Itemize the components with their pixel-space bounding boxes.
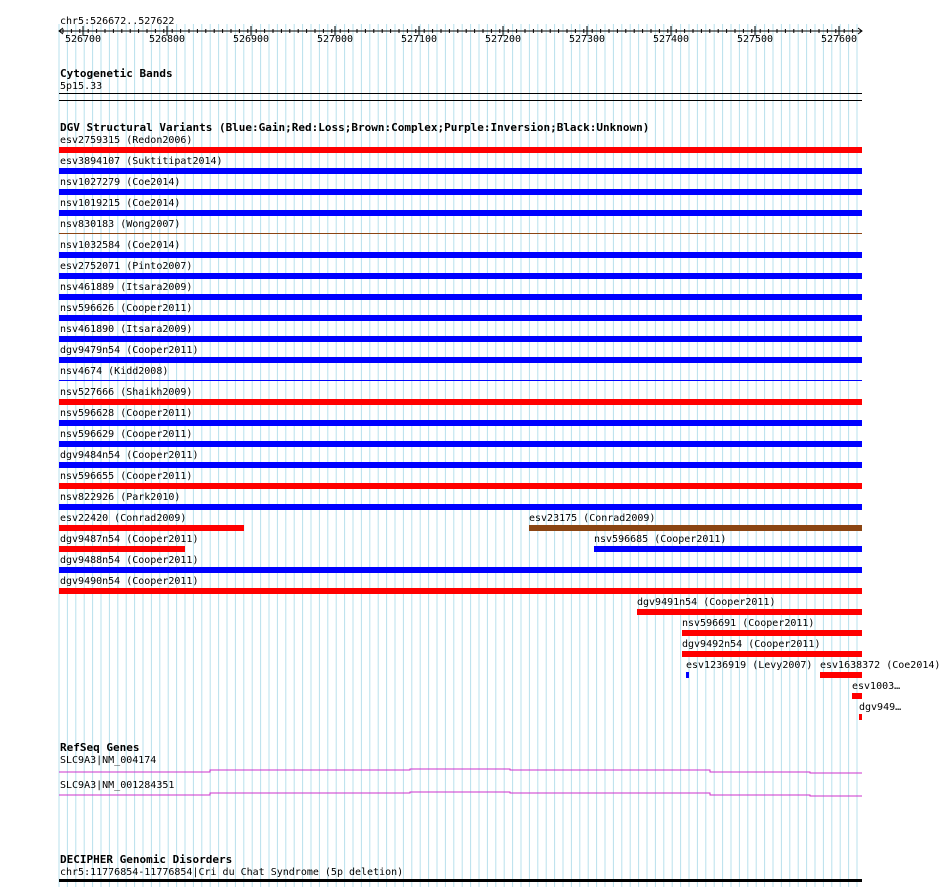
dgv-variant-bar-gain[interactable] xyxy=(59,441,862,447)
dgv-variant-bar-gain[interactable] xyxy=(59,567,862,573)
dgv-variant-bar-loss[interactable] xyxy=(859,714,862,720)
dgv-variant-label[interactable]: nsv4674 (Kidd2008) xyxy=(60,366,169,377)
dgv-variant-bar-gain[interactable] xyxy=(59,252,862,258)
cytoband-band-bottom xyxy=(59,100,862,101)
dgv-variant-label[interactable]: esv23175 (Conrad2009) xyxy=(529,513,656,524)
dgv-variant-bar-loss[interactable] xyxy=(682,651,862,657)
dgv-variant-label[interactable]: nsv1027279 (Coe2014) xyxy=(60,177,181,188)
dgv-variant-bar-gain[interactable] xyxy=(59,168,862,174)
dgv-variant-label[interactable]: nsv596629 (Cooper2011) xyxy=(60,429,193,440)
dgv-variant-bar-loss[interactable] xyxy=(820,672,862,678)
dgv-variant-label[interactable]: nsv527666 (Shaikh2009) xyxy=(60,387,193,398)
refseq-transcript-label: SLC9A3|NM_001284351 xyxy=(60,780,175,791)
ruler-tick-label: 527600 xyxy=(820,34,858,45)
dgv-variant-label[interactable]: nsv1019215 (Coe2014) xyxy=(60,198,181,209)
dgv-variant-bar-gain[interactable] xyxy=(59,210,862,216)
dgv-variant-label[interactable]: esv3894107 (Suktitipat2014) xyxy=(60,156,223,167)
dgv-variant-label[interactable]: nsv830183 (Wong2007) xyxy=(60,219,181,230)
cytoband-track-title[interactable]: Cytogenetic Bands xyxy=(60,67,173,80)
dgv-variant-label[interactable]: dgv9479n54 (Cooper2011) xyxy=(60,345,199,356)
dgv-variant-bar-loss[interactable] xyxy=(59,483,862,489)
dgv-variant-bar-loss[interactable] xyxy=(59,525,244,531)
dgv-variant-bar-gain[interactable] xyxy=(59,420,862,426)
dgv-variant-label[interactable]: nsv596626 (Cooper2011) xyxy=(60,303,193,314)
dgv-variant-bar-gain[interactable] xyxy=(59,315,862,321)
dgv-variant-label[interactable]: nsv596685 (Cooper2011) xyxy=(594,534,727,545)
cytoband-label: 5p15.33 xyxy=(60,81,103,92)
dgv-variant-label[interactable]: dgv949… xyxy=(859,702,902,713)
dgv-variant-label[interactable]: dgv9491n54 (Cooper2011) xyxy=(637,597,776,608)
dgv-variant-label[interactable]: dgv9490n54 (Cooper2011) xyxy=(60,576,199,587)
refseq-transcript-1[interactable] xyxy=(0,762,890,776)
dgv-variant-label[interactable]: nsv1032584 (Coe2014) xyxy=(60,240,181,251)
dgv-variant-bar-gain[interactable] xyxy=(59,357,862,363)
dgv-variant-label[interactable]: esv1236919 (Levy2007) xyxy=(686,660,813,671)
dgv-variant-bar-gain[interactable] xyxy=(59,294,862,300)
ruler-tick-label: 527300 xyxy=(568,34,606,45)
cytoband-band-top[interactable] xyxy=(59,93,862,94)
dgv-variant-label[interactable]: esv2759315 (Redon2006) xyxy=(60,135,193,146)
ruler-tick-label: 526800 xyxy=(148,34,186,45)
dgv-variant-bar-loss[interactable] xyxy=(59,588,862,594)
ruler-tick-label: 526700 xyxy=(64,34,102,45)
decipher-feature-bar[interactable] xyxy=(59,879,862,882)
ruler-tick-label: 527400 xyxy=(652,34,690,45)
dgv-variant-label[interactable]: esv1638372 (Coe2014) xyxy=(820,660,940,671)
dgv-variant-label[interactable]: esv22420 (Conrad2009) xyxy=(60,513,187,524)
refseq-track-title[interactable]: RefSeq Genes xyxy=(60,741,140,754)
refseq-transcript-2[interactable] xyxy=(0,787,890,801)
dgv-variant-label[interactable]: nsv461890 (Itsara2009) xyxy=(60,324,193,335)
dgv-variant-label[interactable]: dgv9484n54 (Cooper2011) xyxy=(60,450,199,461)
dgv-variant-label[interactable]: nsv822926 (Park2010) xyxy=(60,492,181,503)
dgv-variant-label[interactable]: esv1003… xyxy=(852,681,901,692)
decipher-entry-label: chr5:11776854-11776854|Cri du Chat Syndrome (5p deletion) xyxy=(60,867,404,878)
ruler-tick-label: 527100 xyxy=(400,34,438,45)
dgv-variant-bar-loss[interactable] xyxy=(637,609,862,615)
dgv-variant-bar-loss[interactable] xyxy=(59,546,185,552)
dgv-variant-bar-complex[interactable] xyxy=(529,525,862,531)
dgv-variant-bar-gain[interactable] xyxy=(59,189,862,195)
ruler-tick-label: 527200 xyxy=(484,34,522,45)
dgv-variant-bar-gain[interactable] xyxy=(59,462,862,468)
dgv-variant-label[interactable]: nsv596628 (Cooper2011) xyxy=(60,408,193,419)
dgv-variant-bar-gain[interactable] xyxy=(59,273,862,279)
dgv-variant-label[interactable]: esv2752071 (Pinto2007) xyxy=(60,261,193,272)
dgv-variant-bar-loss[interactable] xyxy=(852,693,862,699)
dgv-variant-label[interactable]: dgv9487n54 (Cooper2011) xyxy=(60,534,199,545)
dgv-variant-bar-loss[interactable] xyxy=(682,630,862,636)
dgv-variant-label[interactable]: nsv596655 (Cooper2011) xyxy=(60,471,193,482)
dgv-track-title[interactable]: DGV Structural Variants (Blue:Gain;Red:Loss;Brown:Complex;Purple:Inversion;Black:Unknown) xyxy=(60,121,650,134)
dgv-variant-bar-complex[interactable] xyxy=(59,233,862,234)
dgv-variant-bar-gain[interactable] xyxy=(59,380,862,381)
ruler-tick-label: 527500 xyxy=(736,34,774,45)
dgv-variant-bar-gain[interactable] xyxy=(59,336,862,342)
ruler-tick-label: 526900 xyxy=(232,34,270,45)
dgv-variant-bar-gain[interactable] xyxy=(59,504,862,510)
dgv-variant-bar-loss[interactable] xyxy=(59,147,862,153)
dgv-variant-label[interactable]: nsv461889 (Itsara2009) xyxy=(60,282,193,293)
dgv-variant-label[interactable]: dgv9492n54 (Cooper2011) xyxy=(682,639,821,650)
dgv-variant-label[interactable]: nsv596691 (Cooper2011) xyxy=(682,618,815,629)
decipher-track-title[interactable]: DECIPHER Genomic Disorders xyxy=(60,853,233,866)
dgv-variant-bar-gain[interactable] xyxy=(686,672,689,678)
position-label: chr5:526672..527622 xyxy=(60,16,175,27)
refseq-transcript-label: SLC9A3|NM_004174 xyxy=(60,755,157,766)
ruler-tick-label: 527000 xyxy=(316,34,354,45)
dgv-variant-label[interactable]: dgv9488n54 (Cooper2011) xyxy=(60,555,199,566)
dgv-variant-bar-loss[interactable] xyxy=(59,399,862,405)
dgv-variant-bar-gain[interactable] xyxy=(594,546,862,552)
